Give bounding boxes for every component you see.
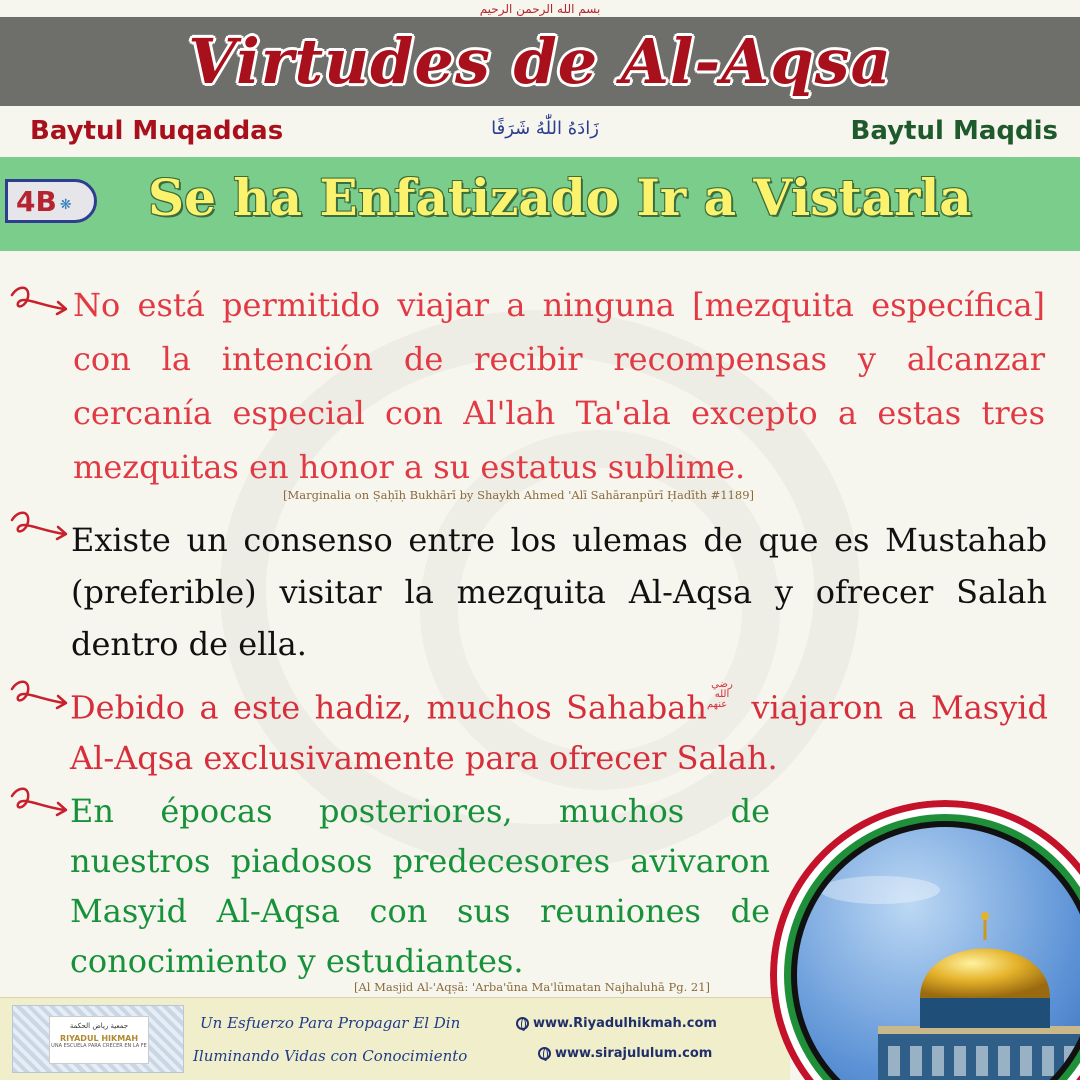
point-3-text: [70, 680, 1048, 783]
subtitle-left: Baytul Muqaddas: [30, 116, 284, 146]
logo-plate: [49, 1016, 149, 1064]
subtitle-row: [0, 108, 1080, 158]
website-1-label: www.Riyadulhikmah.com: [533, 1016, 717, 1031]
flower-icon: ❋: [59, 197, 72, 213]
badge-label: 4B: [16, 184, 57, 218]
arabic-honorific: زَادَهُ اللّٰهُ شَرَفًا: [491, 118, 599, 139]
bullet-arrow-icon: [8, 784, 78, 824]
bullet-arrow-icon: [8, 508, 78, 548]
logo-title: RIYADUL HIKMAH: [59, 1034, 139, 1043]
tagline-2: Iluminando Vidas con Conocimiento: [193, 1047, 468, 1065]
honorific-superscript: رضي الله عنهم: [706, 679, 733, 710]
point-4-reference: [Al Masjid Al-'Aqṣā: 'Arba'ūna Ma'lūmatan Najhaluhā Pg. 21]: [354, 980, 711, 994]
subtitle-right: Baytul Maqdis: [850, 116, 1058, 146]
point-1-reference: [Marginalia on Ṣaḥīḥ Bukhārī by Shaykh Ahmed 'Alī Sahāranpūrī Ḥadīth #1189]: [283, 488, 755, 502]
logo-subtitle: UNA ESCUELA PARA CRECER EN LA FE: [51, 1043, 147, 1049]
page-title: Virtudes de Al-Aqsa: [188, 25, 892, 98]
website-link-1[interactable]: [516, 1016, 717, 1031]
section-heading: Se ha Enfatizado Ir a Vistarla: [148, 168, 972, 227]
dome-of-the-rock-frame: [770, 800, 1080, 1080]
bullet-arrow-icon: [8, 283, 78, 323]
basmala-calligraphy: بسم الله الرحمن الرحيم: [479, 2, 601, 16]
point-3-text-after: viajaron a Masyid Al-Aqsa exclusivamente para ofrecer Salah.: [70, 688, 1049, 777]
website-link-2[interactable]: [538, 1046, 712, 1061]
point-2-text: Existe un consenso entre los ulemas de que es Mustahab (preferible) visitar la mezquita Al-Aqsa y ofrecer Salah dentro de ella.: [71, 521, 1047, 663]
globe-icon: [516, 1017, 529, 1030]
dome-of-the-rock-photo: [770, 800, 1080, 1080]
globe-icon: [538, 1047, 551, 1060]
section-badge: [5, 179, 97, 223]
riyadul-hikmah-logo: [12, 1005, 184, 1073]
title-banner: [0, 17, 1080, 106]
footer: [0, 997, 790, 1080]
point-1-text: No está permitido viajar a ninguna [mezquita específica] con la intención de recibir recompensas y alcanzar cercanía especial con Al'lah Ta'ala excepto a estas tres mezquitas en honor a su estatus sublime.: [73, 286, 1045, 486]
logo-arabic: جمعية رياض الحكمة: [69, 1022, 129, 1030]
website-2-label: www.sirajululum.com: [555, 1046, 713, 1061]
bullet-arrow-icon: [8, 677, 78, 717]
tagline-1: Un Esfuerzo Para Propagar El Din: [200, 1014, 461, 1032]
point-4-text: En épocas posteriores, muchos de nuestros piadosos predecesores avivaron Masyid Al-Aqsa con sus reuniones de conocimiento y estudiantes.: [70, 792, 770, 980]
point-3-text-before: Debido a este hadiz, muchos Sahabah: [70, 688, 707, 727]
